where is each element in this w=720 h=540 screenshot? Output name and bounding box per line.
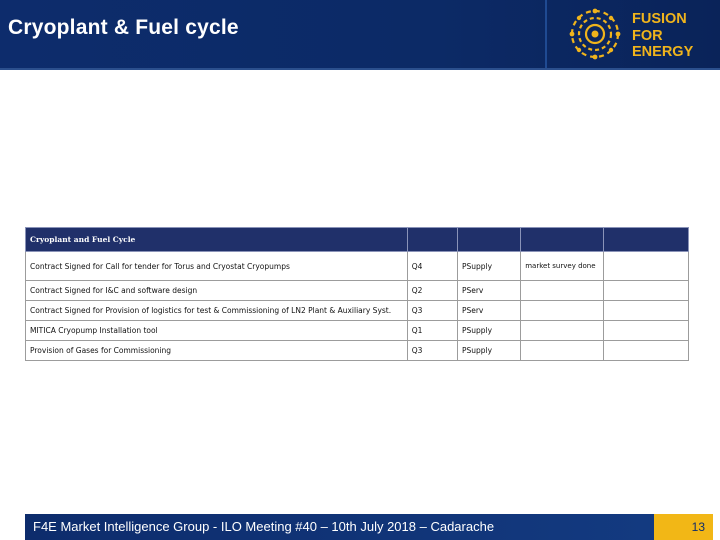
table-header-cell — [457, 228, 520, 252]
table-row — [26, 321, 689, 341]
type-cell: PServ — [457, 281, 520, 301]
quarter-cell: Q2 — [407, 281, 457, 301]
procurement-table — [25, 227, 689, 361]
table-row — [26, 341, 689, 361]
slide-footer — [25, 514, 705, 540]
quarter-cell: Q3 — [407, 301, 457, 321]
item-cell: Contract Signed for Provision of logistics for test & Commissioning of LN2 Plant & Auxiliary Syst. — [26, 301, 408, 321]
logo-line-for: FOR — [632, 27, 663, 44]
fusion-for-energy-logo-icon — [569, 8, 621, 60]
table-header-cell — [407, 228, 457, 252]
table-header-cell — [603, 228, 688, 252]
quarter-cell: Q1 — [407, 321, 457, 341]
logo-line-fusion: FUSION — [632, 11, 687, 27]
page-number-box — [654, 514, 713, 540]
type-cell: PSupply — [457, 341, 520, 361]
footer-bar — [25, 514, 654, 540]
header-underline — [0, 68, 720, 70]
table-row — [26, 252, 689, 281]
note-cell — [521, 341, 603, 361]
empty-cell — [603, 252, 688, 281]
page-number: 13 — [691, 520, 705, 534]
item-cell: Contract Signed for Call for tender for Torus and Cryostat Cryopumps — [26, 252, 408, 281]
logo-wordmark — [632, 11, 693, 61]
empty-cell — [603, 321, 688, 341]
note-cell — [521, 301, 603, 321]
logo-line-energy: ENERGY — [632, 44, 694, 60]
quarter-cell: Q4 — [407, 252, 457, 281]
item-cell: Provision of Gases for Commissioning — [26, 341, 408, 361]
item-cell: MITICA Cryopump Installation tool — [26, 321, 408, 341]
note-cell — [521, 321, 603, 341]
empty-cell — [603, 281, 688, 301]
empty-cell — [603, 341, 688, 361]
table-row — [26, 301, 689, 321]
footer-text: F4E Market Intelligence Group - ILO Meeting #40 – 10th July 2018 – Cadarache — [33, 519, 495, 534]
type-cell: PServ — [457, 301, 520, 321]
type-cell: PSupply — [457, 252, 520, 281]
slide-title: Cryoplant & Fuel cycle — [8, 16, 239, 39]
item-cell: Contract Signed for I&C and software design — [26, 281, 408, 301]
empty-cell — [603, 301, 688, 321]
header-divider — [545, 0, 547, 68]
table-row — [26, 281, 689, 301]
note-cell: market survey done — [521, 252, 603, 281]
type-cell: PSupply — [457, 321, 520, 341]
table-header-label: Cryoplant and Fuel Cycle — [26, 228, 408, 252]
quarter-cell: Q3 — [407, 341, 457, 361]
note-cell — [521, 281, 603, 301]
table-header-cell — [521, 228, 603, 252]
table-header-row — [26, 228, 689, 252]
slide-header — [0, 0, 720, 68]
